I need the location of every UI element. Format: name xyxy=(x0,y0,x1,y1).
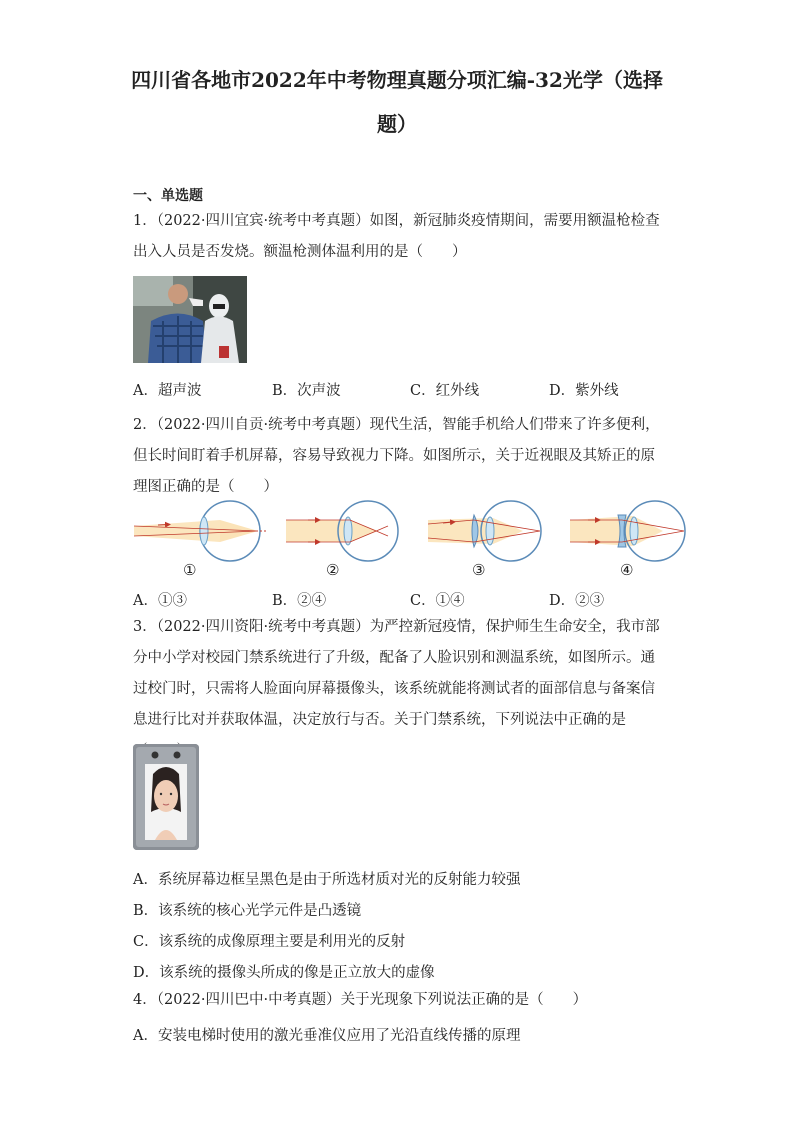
diagram-label-4: ④ xyxy=(620,561,634,579)
q3-option-c[interactable]: C．该系统的成像原理主要是利用光的反射 xyxy=(133,934,406,950)
q4-option-a[interactable]: A．安装电梯时使用的激光垂准仪应用了光沿直线传播的原理 xyxy=(133,1028,521,1044)
diagram-label-3: ③ xyxy=(472,561,486,579)
page-title xyxy=(120,58,674,146)
q1-option-b[interactable]: B．次声波 xyxy=(272,383,341,399)
face-recognition-device-photo xyxy=(133,744,199,850)
title-line-1: 四川省各地市2022年中考物理真题分项汇编-32光学（选择 xyxy=(131,68,663,92)
eye-diagram-2 xyxy=(286,501,398,561)
eye-diagram-3 xyxy=(428,501,541,561)
title-line-2: 题） xyxy=(377,112,417,136)
q3-option-b[interactable]: B．该系统的核心光学元件是凸透镜 xyxy=(133,903,362,919)
q1-option-d[interactable]: D．紫外线 xyxy=(549,383,619,399)
q2-option-c[interactable]: C．①④ xyxy=(410,593,465,609)
eye-diagrams xyxy=(128,496,694,582)
question-2-text: 2．（2022·四川自贡·统考中考真题）现代生活，智能手机给人们带来了许多便利，但长时间盯着手机屏幕，容易导致视力下降。如图所示，关于近视眼及其矫正的原理图正确的是（ ） xyxy=(133,417,660,495)
question-1-text: 1．（2022·四川宜宾·统考中考真题）如图，新冠肺炎疫情期间，需要用额温枪检查出入人员是否发烧。额温枪测体温利用的是（ ） xyxy=(133,213,660,260)
q3-option-a[interactable]: A．系统屏幕边框呈黑色是由于所选材质对光的反射能力较强 xyxy=(133,872,521,888)
question-3-text: 3．（2022·四川资阳·统考中考真题）为严控新冠疫情，保护师生生命安全，我市部分中小学对校园门禁系统进行了升级，配备了人脸识别和测温系统，如图所示。通过校门时，只需将人脸面向屏幕摄像头，该系统就能将测试者的面部信息与备案信息进行比对并获取体温，决定放行与否。关于门禁系统，下列说法中正确的是 xyxy=(133,619,660,728)
diagram-label-1: ① xyxy=(183,561,197,579)
q1-option-a[interactable]: A．超声波 xyxy=(133,383,202,399)
eye-diagram-4 xyxy=(570,501,685,561)
q2-option-b[interactable]: B．②④ xyxy=(272,593,327,609)
q2-option-a[interactable]: A．①③ xyxy=(133,593,187,609)
q1-option-c[interactable]: C．红外线 xyxy=(410,383,480,399)
q2-option-d[interactable]: D．②③ xyxy=(549,593,605,609)
q3-option-d[interactable]: D．该系统的摄像头所成的像是正立放大的虚像 xyxy=(133,965,435,981)
eye-diagram-1 xyxy=(134,501,268,561)
thermometer-photo xyxy=(133,276,247,363)
diagram-label-2: ② xyxy=(326,561,340,579)
question-4-text: 4．（2022·四川巴中·中考真题）关于光现象下列说法正确的是（ ） xyxy=(133,992,588,1008)
section-heading: 一、单选题 xyxy=(133,188,203,204)
